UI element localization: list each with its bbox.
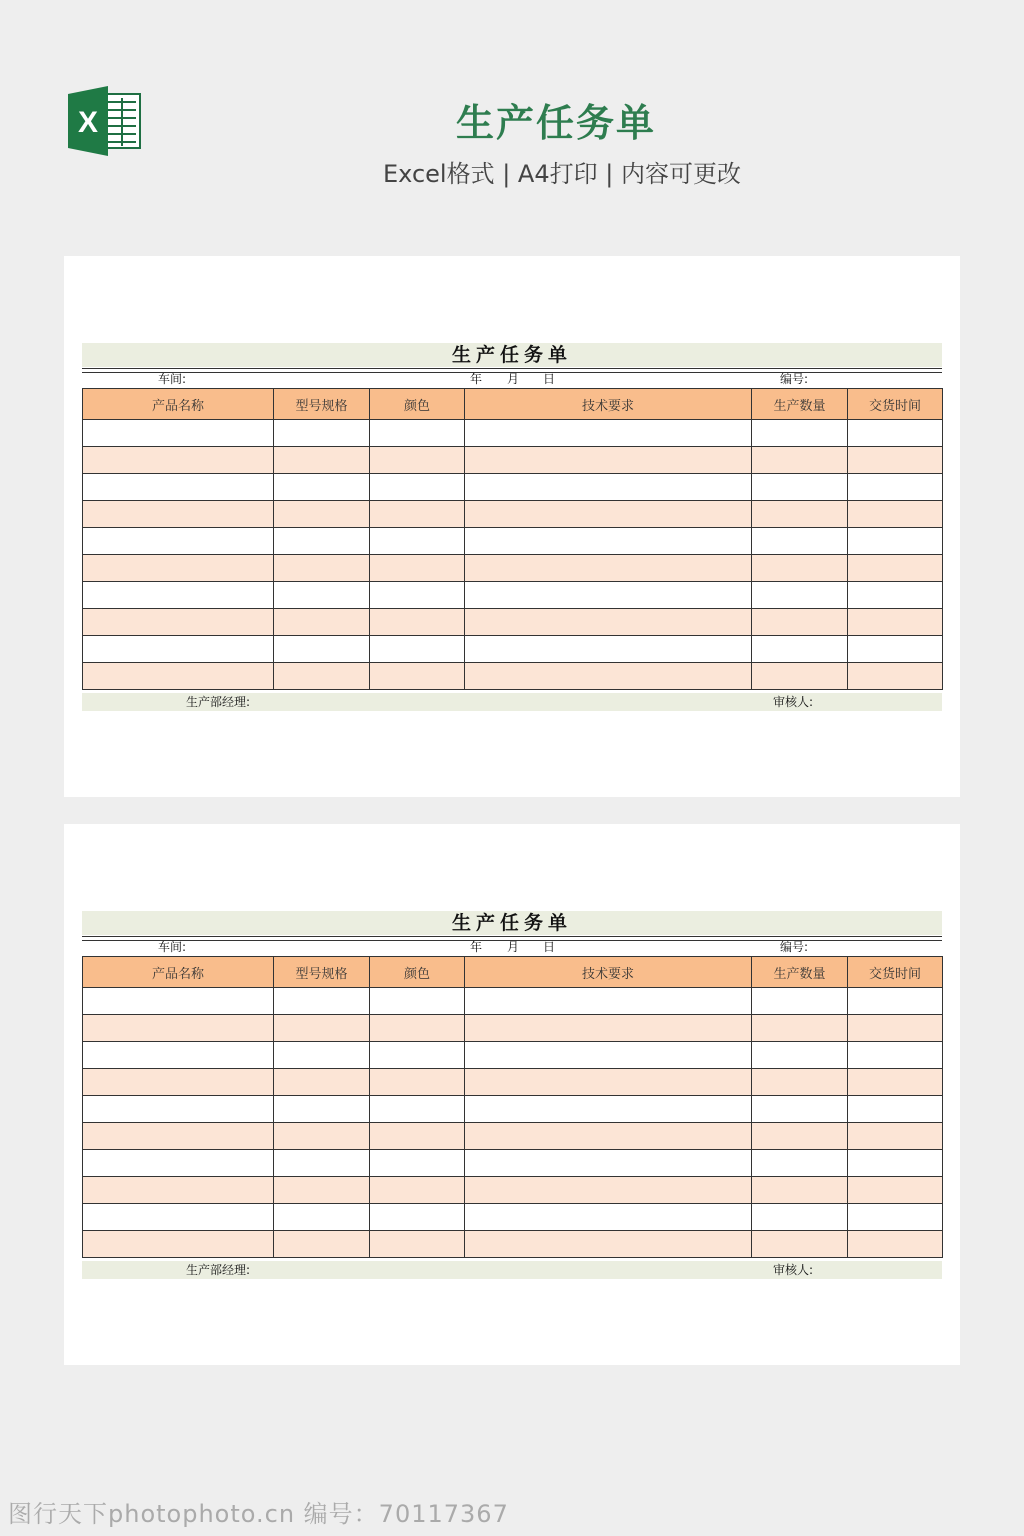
table-cell[interactable] bbox=[274, 1150, 370, 1177]
task-table bbox=[82, 956, 943, 1258]
table-cell[interactable] bbox=[752, 988, 848, 1015]
table-cell[interactable] bbox=[83, 1042, 274, 1069]
table-cell[interactable] bbox=[752, 528, 848, 555]
manager-signature-label: 生产部经理: bbox=[186, 1263, 251, 1277]
table-cell[interactable] bbox=[83, 1069, 274, 1096]
table-row bbox=[83, 1123, 943, 1150]
table-cell[interactable] bbox=[465, 501, 752, 528]
task-table bbox=[82, 388, 943, 690]
table-cell[interactable] bbox=[465, 1096, 752, 1123]
page-title: 生产任务单 bbox=[455, 101, 656, 145]
table-cell[interactable] bbox=[752, 1015, 848, 1042]
table-row bbox=[83, 528, 943, 555]
table-cell[interactable] bbox=[83, 663, 274, 690]
table-cell[interactable] bbox=[848, 1177, 943, 1204]
table-row bbox=[83, 1069, 943, 1096]
table-cell[interactable] bbox=[83, 501, 274, 528]
column-header-tech-requirements: 技术要求 bbox=[465, 957, 752, 988]
table-cell[interactable] bbox=[370, 663, 465, 690]
table-header-row bbox=[83, 389, 943, 420]
table-cell[interactable] bbox=[83, 1123, 274, 1150]
day-label: 日 bbox=[543, 940, 556, 954]
table-cell[interactable] bbox=[274, 1069, 370, 1096]
month-label: 月 bbox=[507, 940, 520, 954]
table-cell[interactable] bbox=[848, 528, 943, 555]
table-cell[interactable] bbox=[83, 609, 274, 636]
column-header-delivery-time: 交货时间 bbox=[848, 957, 943, 988]
table-row bbox=[83, 582, 943, 609]
form-title: 生产任务单 bbox=[82, 911, 942, 935]
table-row bbox=[83, 1204, 943, 1231]
table-cell[interactable] bbox=[752, 1123, 848, 1150]
table-cell[interactable] bbox=[83, 420, 274, 447]
table-cell[interactable] bbox=[465, 528, 752, 555]
table-cell[interactable] bbox=[370, 1069, 465, 1096]
form-sheet-2 bbox=[64, 824, 960, 1365]
table-cell[interactable] bbox=[274, 1096, 370, 1123]
table-cell[interactable] bbox=[370, 1204, 465, 1231]
number-label: 编号: bbox=[780, 940, 809, 954]
table-header-row bbox=[83, 957, 943, 988]
table-cell[interactable] bbox=[274, 1015, 370, 1042]
table-cell[interactable] bbox=[274, 501, 370, 528]
column-header-product-name: 产品名称 bbox=[83, 389, 274, 420]
table-cell[interactable] bbox=[83, 1096, 274, 1123]
table-cell[interactable] bbox=[274, 420, 370, 447]
table-cell[interactable] bbox=[370, 582, 465, 609]
table-cell[interactable] bbox=[752, 447, 848, 474]
table-row bbox=[83, 501, 943, 528]
table-cell[interactable] bbox=[370, 636, 465, 663]
day-label: 日 bbox=[543, 372, 556, 386]
table-cell[interactable] bbox=[274, 582, 370, 609]
table-cell[interactable] bbox=[465, 1150, 752, 1177]
column-header-delivery-time: 交货时间 bbox=[848, 389, 943, 420]
table-row bbox=[83, 555, 943, 582]
table-row bbox=[83, 609, 943, 636]
table-cell[interactable] bbox=[83, 1177, 274, 1204]
table-row bbox=[83, 636, 943, 663]
table-cell[interactable] bbox=[465, 1042, 752, 1069]
table-cell[interactable] bbox=[83, 582, 274, 609]
table-cell[interactable] bbox=[274, 1177, 370, 1204]
table-cell[interactable] bbox=[465, 1177, 752, 1204]
table-cell[interactable] bbox=[848, 474, 943, 501]
table-cell[interactable] bbox=[274, 1231, 370, 1258]
table-cell[interactable] bbox=[465, 636, 752, 663]
table-cell[interactable] bbox=[848, 555, 943, 582]
table-cell[interactable] bbox=[752, 636, 848, 663]
table-cell[interactable] bbox=[848, 582, 943, 609]
table-row bbox=[83, 1231, 943, 1258]
table-cell[interactable] bbox=[274, 528, 370, 555]
table-cell[interactable] bbox=[848, 1231, 943, 1258]
table-cell[interactable] bbox=[370, 528, 465, 555]
table-cell[interactable] bbox=[370, 420, 465, 447]
excel-logo-letter: X bbox=[77, 106, 99, 139]
workshop-label: 车间: bbox=[158, 372, 187, 386]
table-cell[interactable] bbox=[274, 1042, 370, 1069]
table-cell[interactable] bbox=[752, 501, 848, 528]
table-cell[interactable] bbox=[83, 474, 274, 501]
table-cell[interactable] bbox=[465, 988, 752, 1015]
table-cell[interactable] bbox=[274, 663, 370, 690]
table-cell[interactable] bbox=[752, 474, 848, 501]
table-cell[interactable] bbox=[370, 501, 465, 528]
number-label: 编号: bbox=[780, 372, 809, 386]
table-row bbox=[83, 474, 943, 501]
table-cell[interactable] bbox=[752, 582, 848, 609]
form-footer bbox=[82, 1261, 942, 1279]
table-cell[interactable] bbox=[848, 1069, 943, 1096]
table-cell[interactable] bbox=[848, 609, 943, 636]
table-cell[interactable] bbox=[848, 636, 943, 663]
table-cell[interactable] bbox=[752, 1177, 848, 1204]
table-cell[interactable] bbox=[274, 555, 370, 582]
table-cell[interactable] bbox=[752, 1096, 848, 1123]
table-cell[interactable] bbox=[83, 1204, 274, 1231]
table-cell[interactable] bbox=[752, 609, 848, 636]
table-row bbox=[83, 420, 943, 447]
year-label: 年 bbox=[470, 940, 483, 954]
table-cell[interactable] bbox=[274, 1204, 370, 1231]
table-cell[interactable] bbox=[370, 1231, 465, 1258]
table-row bbox=[83, 1150, 943, 1177]
table-cell[interactable] bbox=[848, 1123, 943, 1150]
table-row bbox=[83, 1096, 943, 1123]
table-cell[interactable] bbox=[274, 447, 370, 474]
table-cell[interactable] bbox=[370, 1123, 465, 1150]
manager-signature-label: 生产部经理: bbox=[186, 695, 251, 709]
table-cell[interactable] bbox=[83, 555, 274, 582]
table-cell[interactable] bbox=[848, 663, 943, 690]
form-title: 生产任务单 bbox=[82, 343, 942, 367]
table-cell[interactable] bbox=[848, 447, 943, 474]
column-header-color: 颜色 bbox=[370, 389, 465, 420]
table-row bbox=[83, 1177, 943, 1204]
table-cell[interactable] bbox=[370, 555, 465, 582]
table-cell[interactable] bbox=[370, 988, 465, 1015]
column-header-quantity: 生产数量 bbox=[752, 389, 848, 420]
column-header-tech-requirements: 技术要求 bbox=[465, 389, 752, 420]
table-cell[interactable] bbox=[848, 988, 943, 1015]
table-cell[interactable] bbox=[848, 1015, 943, 1042]
column-header-model-spec: 型号规格 bbox=[274, 389, 370, 420]
year-label: 年 bbox=[470, 372, 483, 386]
table-cell[interactable] bbox=[752, 420, 848, 447]
table-cell[interactable] bbox=[370, 609, 465, 636]
table-cell[interactable] bbox=[274, 988, 370, 1015]
table-cell[interactable] bbox=[752, 1204, 848, 1231]
table-cell[interactable] bbox=[465, 447, 752, 474]
table-cell[interactable] bbox=[83, 988, 274, 1015]
table-cell[interactable] bbox=[465, 582, 752, 609]
table-cell[interactable] bbox=[848, 420, 943, 447]
column-header-product-name: 产品名称 bbox=[83, 957, 274, 988]
table-cell[interactable] bbox=[83, 636, 274, 663]
workshop-label: 车间: bbox=[158, 940, 187, 954]
table-cell[interactable] bbox=[465, 1231, 752, 1258]
table-cell[interactable] bbox=[848, 1204, 943, 1231]
table-cell[interactable] bbox=[465, 474, 752, 501]
table-cell[interactable] bbox=[274, 1123, 370, 1150]
table-cell[interactable] bbox=[370, 474, 465, 501]
table-cell[interactable] bbox=[752, 663, 848, 690]
table-cell[interactable] bbox=[752, 1231, 848, 1258]
table-cell[interactable] bbox=[370, 1042, 465, 1069]
page-subtitle: Excel格式 | A4打印 | 内容可更改 bbox=[383, 160, 741, 188]
table-cell[interactable] bbox=[370, 1177, 465, 1204]
form-footer bbox=[82, 693, 942, 711]
table-cell[interactable] bbox=[274, 636, 370, 663]
table-cell[interactable] bbox=[274, 474, 370, 501]
reviewer-signature-label: 审核人: bbox=[773, 1263, 814, 1277]
table-cell[interactable] bbox=[752, 1042, 848, 1069]
table-cell[interactable] bbox=[465, 1123, 752, 1150]
table-cell[interactable] bbox=[848, 501, 943, 528]
table-cell[interactable] bbox=[370, 1096, 465, 1123]
table-cell[interactable] bbox=[752, 1069, 848, 1096]
table-row bbox=[83, 1015, 943, 1042]
table-cell[interactable] bbox=[83, 1150, 274, 1177]
table-row bbox=[83, 447, 943, 474]
table-cell[interactable] bbox=[465, 1015, 752, 1042]
form-sheet-1 bbox=[64, 256, 960, 797]
table-cell[interactable] bbox=[848, 1042, 943, 1069]
table-cell[interactable] bbox=[370, 1150, 465, 1177]
column-header-model-spec: 型号规格 bbox=[274, 957, 370, 988]
table-cell[interactable] bbox=[83, 1231, 274, 1258]
reviewer-signature-label: 审核人: bbox=[773, 695, 814, 709]
table-cell[interactable] bbox=[465, 609, 752, 636]
table-cell[interactable] bbox=[370, 447, 465, 474]
table-cell[interactable] bbox=[848, 1096, 943, 1123]
column-header-quantity: 生产数量 bbox=[752, 957, 848, 988]
table-cell[interactable] bbox=[274, 609, 370, 636]
table-row bbox=[83, 663, 943, 690]
table-cell[interactable] bbox=[83, 1015, 274, 1042]
table-cell[interactable] bbox=[752, 1150, 848, 1177]
table-cell[interactable] bbox=[465, 1069, 752, 1096]
month-label: 月 bbox=[507, 372, 520, 386]
table-cell[interactable] bbox=[465, 420, 752, 447]
table-cell[interactable] bbox=[752, 555, 848, 582]
table-cell[interactable] bbox=[83, 528, 274, 555]
table-cell[interactable] bbox=[465, 1204, 752, 1231]
table-cell[interactable] bbox=[370, 1015, 465, 1042]
table-cell[interactable] bbox=[848, 1150, 943, 1177]
table-cell[interactable] bbox=[465, 663, 752, 690]
column-header-color: 颜色 bbox=[370, 957, 465, 988]
table-cell[interactable] bbox=[83, 447, 274, 474]
table-cell[interactable] bbox=[465, 555, 752, 582]
table-row bbox=[83, 988, 943, 1015]
watermark-text: 图行天下photophoto.cn 编号：70117367 bbox=[8, 1500, 509, 1528]
table-row bbox=[83, 1042, 943, 1069]
